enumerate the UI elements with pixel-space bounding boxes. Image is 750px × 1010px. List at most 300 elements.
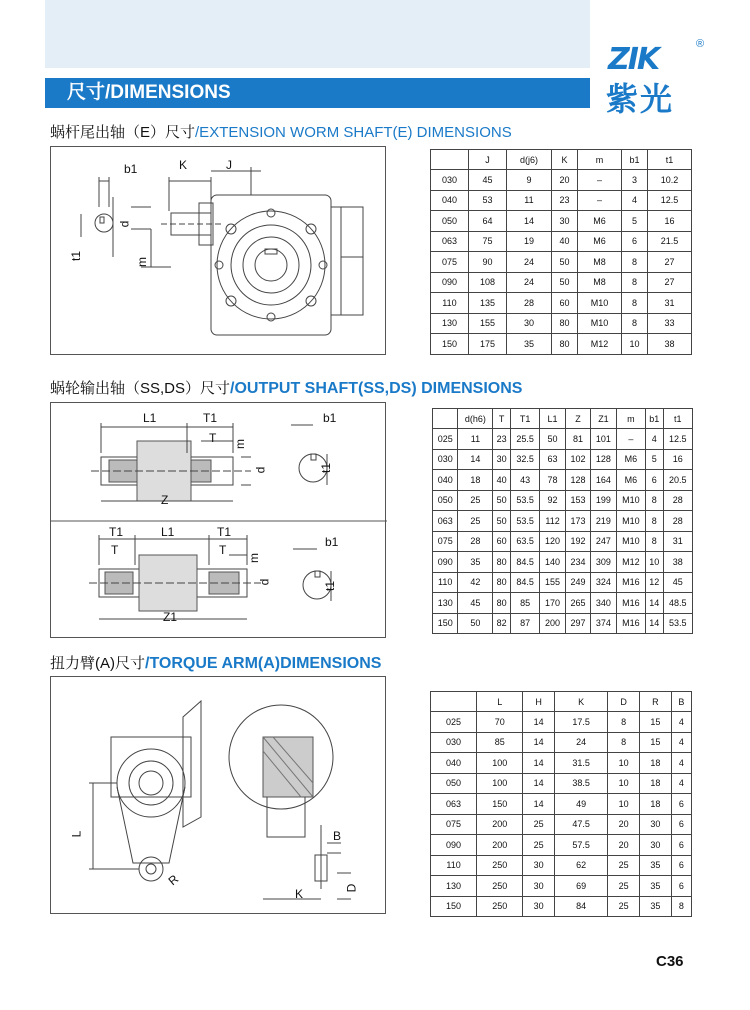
dim-label-b: B [333,829,342,843]
table-row [433,490,693,511]
column-header [431,150,469,170]
table-cell: 21.5 [648,231,692,252]
table-cell: 35 [640,855,672,876]
table-row [431,712,692,733]
row-size-cell: 075 [433,531,458,552]
table-cell: 6 [671,814,691,835]
table-cell: 45 [468,170,506,191]
table-cell: 85 [477,732,523,753]
table-cell: 18 [458,470,493,491]
row-size-cell: 090 [433,552,458,573]
section-title-en: /OUTPUT SHAFT(SS,DS) DIMENSIONS [230,380,523,397]
table-cell: 247 [591,531,616,552]
table-cell: M8 [578,252,622,273]
row-size-cell: 063 [431,794,477,815]
table-cell: M6 [578,211,622,232]
output-shaft-table [432,408,693,634]
column-header: b1 [621,150,647,170]
table-cell: 50 [458,613,493,634]
dim-label-l1: L1 [143,411,157,425]
table-cell: 19 [506,231,551,252]
table-cell: 27 [648,272,692,293]
dim-label-t: T [209,431,217,445]
column-header: m [578,150,622,170]
table-cell: 108 [468,272,506,293]
table-cell: 80 [551,334,577,355]
dim-label-k: K [295,887,304,901]
table-cell: 25 [523,835,555,856]
row-size-cell: 150 [433,613,458,634]
dim-label-m: m [135,257,149,267]
table-cell: 25 [608,896,640,917]
table-cell: 30 [523,855,555,876]
table-row [431,876,692,897]
dim-label-j: J [226,158,232,172]
table-cell: 25 [523,814,555,835]
table-cell: 15 [640,732,672,753]
section-title-torque-arm [50,652,381,673]
table-cell: 14 [458,449,493,470]
dim-label-m: m [233,439,247,449]
column-header: Z1 [591,409,616,429]
dim-label-t1-double: t1 [323,580,338,592]
table-cell: M16 [616,572,645,593]
table-cell: 23 [551,190,577,211]
column-header: B [671,692,691,712]
table-cell: 23 [493,429,510,450]
table-cell: 20.5 [663,470,692,491]
table-cell: M12 [616,552,645,573]
table-cell: 11 [458,429,493,450]
table-cell: 8 [608,732,640,753]
row-size-cell: 090 [431,835,477,856]
table-cell: 48.5 [663,593,692,614]
table-cell: 20 [551,170,577,191]
dim-label-r: R [165,871,182,889]
table-cell: 30 [640,814,672,835]
extension-worm-shaft-table [430,149,692,355]
table-cell: – [616,429,645,450]
table-cell: 150 [477,794,523,815]
table-cell: 50 [493,490,510,511]
table-cell: 35 [640,896,672,917]
table-cell: 6 [646,470,663,491]
table-cell: 25 [608,876,640,897]
table-cell: 45 [458,593,493,614]
table-cell: 200 [477,835,523,856]
table-cell: 80 [493,552,510,573]
table-cell: 249 [565,572,590,593]
table-row [433,429,693,450]
table-cell: 8 [646,531,663,552]
table-cell: 250 [477,896,523,917]
table-cell: 16 [648,211,692,232]
table-cell: 53.5 [663,613,692,634]
table-cell: – [578,190,622,211]
column-header [433,409,458,429]
table-cell: 30 [506,313,551,334]
table-cell: 155 [540,572,565,593]
table-cell: – [578,170,622,191]
table-row [431,313,692,334]
table-cell: 14 [523,753,555,774]
table-cell: M10 [578,313,622,334]
table-row [431,794,692,815]
table-cell: 153 [565,490,590,511]
column-header: Z [565,409,590,429]
row-size-cell: 040 [431,753,477,774]
table-cell: 4 [621,190,647,211]
dim-label-m-double: m [247,553,261,563]
dim-label-d: D [344,883,359,893]
column-header: m [616,409,645,429]
table-cell: 4 [671,753,691,774]
table-cell: 35 [458,552,493,573]
table-cell: 15 [640,712,672,733]
table-cell: M8 [578,272,622,293]
table-cell: 5 [646,449,663,470]
column-header: t1 [648,150,692,170]
section-title-cn: 扭力臂(A)尺寸 [50,655,145,672]
table-cell: 50 [493,511,510,532]
table-cell: M16 [616,613,645,634]
table-cell: 200 [540,613,565,634]
table-row [431,252,692,273]
table-cell: 50 [551,272,577,293]
table-row [431,211,692,232]
page-title: 尺寸/DIMENSIONS [45,78,590,108]
table-row [431,896,692,917]
table-cell: 75 [468,231,506,252]
table-cell: 10 [608,794,640,815]
row-size-cell: 075 [431,252,469,273]
table-cell: 200 [477,814,523,835]
table-cell: 24 [506,252,551,273]
row-size-cell: 050 [433,490,458,511]
gearbox-side [111,737,191,797]
table-cell: 9 [506,170,551,191]
row-size-cell: 150 [431,334,469,355]
table-cell: 62 [554,855,607,876]
table-cell: 84 [554,896,607,917]
output-shaft-diagram [51,403,387,639]
table-row [431,272,692,293]
table-cell: M6 [616,449,645,470]
table-cell: 18 [640,794,672,815]
table-cell: 5 [621,211,647,232]
table-cell: 84.5 [510,552,539,573]
table-cell: 80 [493,572,510,593]
table-cell: 6 [671,876,691,897]
table-cell: 128 [565,470,590,491]
dim-label-b1-double: b1 [325,535,339,549]
table-cell: 155 [468,313,506,334]
row-size-cell: 130 [431,313,469,334]
table-cell: 8 [646,511,663,532]
table-cell: 82 [493,613,510,634]
dim-label-t1-section: t1 [319,462,334,474]
table-cell: 28 [458,531,493,552]
table-cell: 12.5 [648,190,692,211]
table-cell: 24 [506,272,551,293]
table-cell: 64 [468,211,506,232]
torque-arm-diagram [51,677,387,915]
logo-chinese-name: 紫光 [606,81,675,117]
row-size-cell: 110 [433,572,458,593]
table-cell: 12 [646,572,663,593]
dim-label-z: Z [161,493,169,507]
worm-shaft-diagram [51,147,387,356]
row-size-cell: 063 [433,511,458,532]
table-cell: 128 [591,449,616,470]
brand-logo [604,38,714,118]
table-cell: 120 [540,531,565,552]
table-cell: 102 [565,449,590,470]
row-size-cell: 075 [431,814,477,835]
table-cell: 49 [554,794,607,815]
dim-label-d: d [253,466,268,474]
table-cell: 38.5 [554,773,607,794]
table-cell: 14 [646,613,663,634]
table-cell: 25.5 [510,429,539,450]
table-cell: 10 [621,334,647,355]
table-cell: 250 [477,855,523,876]
table-cell: 4 [646,429,663,450]
dim-label-t-left: T [111,543,119,557]
table-cell: 14 [523,794,555,815]
output-shaft-drawing [50,402,386,638]
column-header: H [523,692,555,712]
row-size-cell: 030 [433,449,458,470]
table-cell: 8 [621,252,647,273]
table-cell: 28 [506,293,551,314]
table-cell: 38 [663,552,692,573]
table-header-row [431,692,692,712]
row-size-cell: 050 [431,211,469,232]
table-cell: 140 [540,552,565,573]
table-cell: 8 [646,490,663,511]
table-cell: 6 [621,231,647,252]
row-size-cell: 050 [431,773,477,794]
table-row [431,855,692,876]
table-cell: 135 [468,293,506,314]
table-cell: 31.5 [554,753,607,774]
table-cell: 92 [540,490,565,511]
table-cell: 199 [591,490,616,511]
table-cell: 8 [608,712,640,733]
table-cell: 8 [621,272,647,293]
row-size-cell: 040 [431,190,469,211]
dim-label-b1: b1 [323,411,337,425]
table-cell: 8 [671,896,691,917]
dim-label-d: d [117,220,132,228]
column-header: D [608,692,640,712]
dim-label-l: L [69,830,84,838]
table-cell: 10 [608,753,640,774]
header-band [45,0,590,68]
row-size-cell: 025 [431,712,477,733]
table-row [431,732,692,753]
table-cell: 70 [477,712,523,733]
table-cell: 324 [591,572,616,593]
table-row [431,753,692,774]
dim-label-t1-left: T1 [109,525,124,539]
column-header: R [640,692,672,712]
dim-label-l1-double: L1 [161,525,175,539]
table-cell: 192 [565,531,590,552]
table-cell: 30 [523,896,555,917]
table-cell: 84.5 [510,572,539,593]
dim-label-z1: Z1 [163,610,178,624]
table-row [433,531,693,552]
dim-label-d-double: d [257,578,272,586]
table-cell: 8 [621,293,647,314]
logo-mark: ZIK [608,42,659,77]
table-cell: 31 [648,293,692,314]
section-title-extension-worm-shaft [50,121,512,142]
table-cell: 6 [671,794,691,815]
table-cell: 50 [551,252,577,273]
dim-label-b1: b1 [124,162,138,176]
table-cell: 28 [663,490,692,511]
table-cell: 112 [540,511,565,532]
table-cell: 53.5 [510,511,539,532]
table-cell: 18 [640,753,672,774]
row-size-cell: 130 [433,593,458,614]
table-header-row [433,409,693,429]
column-header: T1 [510,409,539,429]
table-row [433,613,693,634]
row-size-cell: 025 [433,429,458,450]
table-cell: 32.5 [510,449,539,470]
table-cell: 10 [608,773,640,794]
dim-label-t1: T1 [203,411,218,425]
column-header: T [493,409,510,429]
table-cell: 265 [565,593,590,614]
column-header: K [551,150,577,170]
table-header-row [431,150,692,170]
section-title-cn: 蜗轮输出轴（SS,DS）尺寸 [50,380,231,397]
table-cell: 4 [671,712,691,733]
torque-arm [117,787,185,863]
table-cell: 16 [663,449,692,470]
table-row [433,511,693,532]
table-cell: 10 [646,552,663,573]
extension-worm-shaft-drawing [50,146,386,355]
row-size-cell: 040 [433,470,458,491]
column-header: t1 [663,409,692,429]
row-size-cell: 090 [431,272,469,293]
table-cell: 20 [608,835,640,856]
column-header: d(j6) [506,150,551,170]
row-size-cell: 110 [431,293,469,314]
column-header: K [554,692,607,712]
output-flange [117,749,185,817]
dim-label-t-right: T [219,543,227,557]
table-cell: 25 [458,511,493,532]
table-cell: 11 [506,190,551,211]
table-cell: 90 [468,252,506,273]
table-cell: 24 [554,732,607,753]
keyway [100,217,104,223]
column-header: b1 [646,409,663,429]
table-row [431,190,692,211]
table-row [431,231,692,252]
table-cell: 14 [523,773,555,794]
table-cell: 50 [540,429,565,450]
section-title-cn: 蜗杆尾出轴（E）尺寸 [50,124,196,141]
table-row [431,773,692,794]
table-cell: M10 [578,293,622,314]
dim-label-t1: t1 [69,250,84,262]
dim-label-k: K [179,158,188,172]
table-cell: 374 [591,613,616,634]
table-cell: 173 [565,511,590,532]
table-cell: 340 [591,593,616,614]
table-cell: 42 [458,572,493,593]
table-cell: M10 [616,511,645,532]
table-cell: 100 [477,773,523,794]
row-size-cell: 130 [431,876,477,897]
table-cell: 8 [621,313,647,334]
table-cell: 35 [640,876,672,897]
table-cell: 28 [663,511,692,532]
table-cell: 12.5 [663,429,692,450]
table-cell: 40 [493,470,510,491]
table-cell: 60 [551,293,577,314]
row-size-cell: 110 [431,855,477,876]
table-cell: 18 [640,773,672,794]
table-cell: 100 [477,753,523,774]
table-cell: 25 [458,490,493,511]
table-cell: 20 [608,814,640,835]
torque-arm-drawing [50,676,386,914]
table-cell: 164 [591,470,616,491]
table-cell: M10 [616,531,645,552]
column-header [431,692,477,712]
table-cell: 219 [591,511,616,532]
table-cell: 43 [510,470,539,491]
table-cell: 309 [591,552,616,573]
table-cell: M10 [616,490,645,511]
table-row [433,470,693,491]
table-cell: 297 [565,613,590,634]
table-cell: 31 [663,531,692,552]
table-cell: 4 [671,773,691,794]
table-cell: 30 [640,835,672,856]
table-row [433,572,693,593]
table-row [433,449,693,470]
table-cell: 81 [565,429,590,450]
gearbox-flange [217,211,325,319]
table-cell: 25 [608,855,640,876]
table-cell: 17.5 [554,712,607,733]
column-header: J [468,150,506,170]
section-title-en: /TORQUE ARM(A)DIMENSIONS [145,655,382,672]
table-cell: M12 [578,334,622,355]
table-cell: 85 [510,593,539,614]
table-cell: 170 [540,593,565,614]
table-cell: 30 [493,449,510,470]
table-cell: 69 [554,876,607,897]
row-size-cell: 150 [431,896,477,917]
row-size-cell: 030 [431,732,477,753]
table-cell: 14 [646,593,663,614]
section-title-output-shaft [50,377,522,398]
table-cell: 30 [551,211,577,232]
table-cell: 101 [591,429,616,450]
table-cell: 80 [551,313,577,334]
